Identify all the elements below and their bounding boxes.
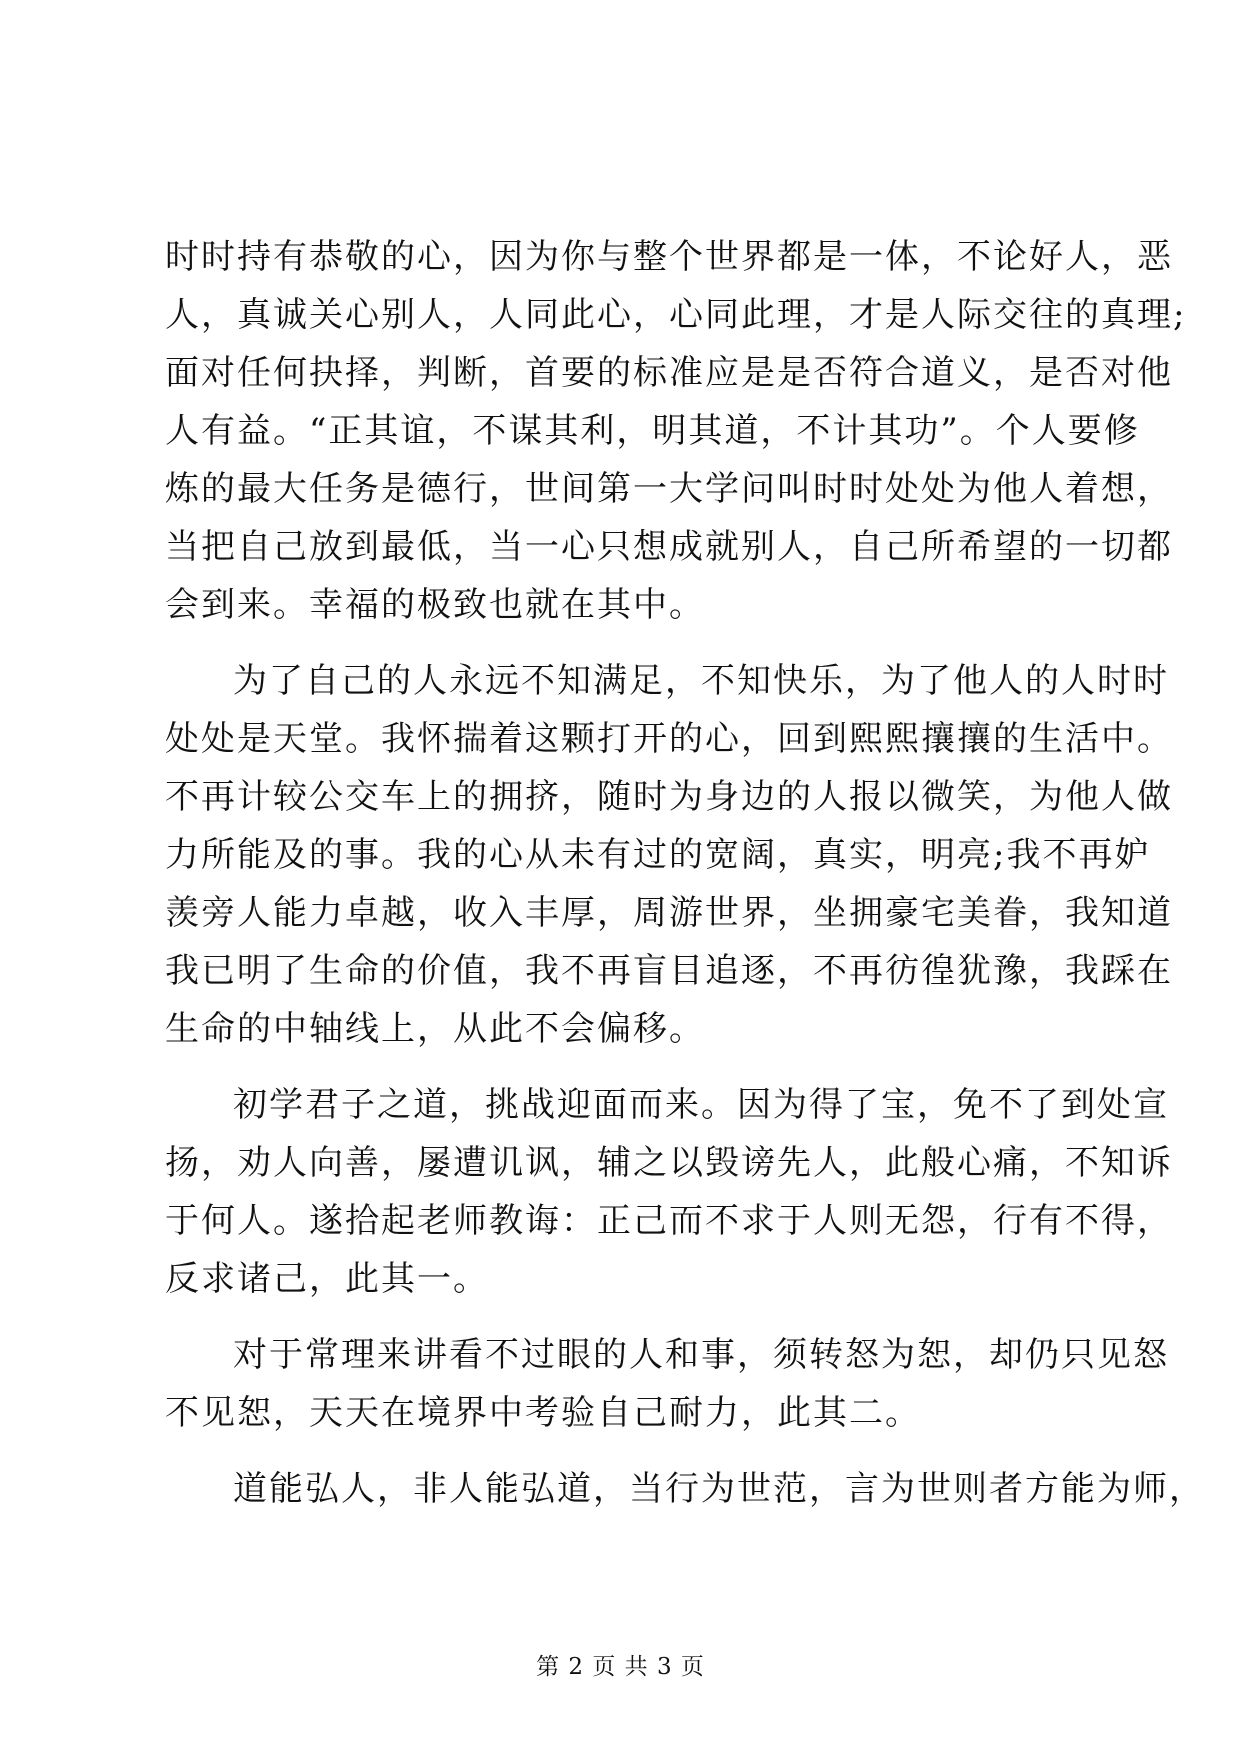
text-line: 扬，劝人向善，屡遭讥讽，辅之以毁谤先人，此般心痛，不知诉: [165, 1143, 1173, 1183]
text-line: 道能弘人，非人能弘道，当行为世范，言为世则者方能为师，: [233, 1469, 1205, 1509]
text-line: 面对任何抉择，判断，首要的标准应是是否符合道义，是否对他: [165, 353, 1173, 393]
text-line: 我已明了生命的价值，我不再盲目追逐，不再彷徨犹豫，我踩在: [165, 951, 1173, 991]
paragraph-3: [165, 1076, 1173, 1308]
text-line: 炼的最大任务是德行，世间第一大学问叫时时处处为他人着想，: [165, 469, 1173, 509]
text-line: 不见恕，天天在境界中考验自己耐力，此其二。: [165, 1393, 921, 1433]
text-line: 生命的中轴线上，从此不会偏移。: [165, 1009, 705, 1049]
text-line: 会到来。幸福的极致也就在其中。: [165, 585, 705, 625]
text-line: 力所能及的事。我的心从未有过的宽阔，真实，明亮;我不再妒: [165, 835, 1151, 875]
text-line: 人有益。“正其谊，不谋其利，明其道，不计其功”。个人要修: [165, 411, 1140, 451]
paragraph-4: [165, 1326, 1169, 1442]
paragraph-1: [165, 228, 1187, 634]
text-line: 人，真诚关心别人，人同此心，心同此理，才是人际交往的真理;: [165, 295, 1187, 335]
text-line: 不再计较公交车上的拥挤，随时为身边的人报以微笑，为他人做: [165, 777, 1173, 817]
text-line: 反求诸己，此其一。: [165, 1259, 489, 1299]
paragraph-gap: [165, 1308, 1085, 1326]
text-line: 对于常理来讲看不过眼的人和事，须转怒为恕，却仍只见怒: [233, 1335, 1169, 1375]
text-line: 初学君子之道，挑战迎面而来。因为得了宝，免不了到处宣: [233, 1085, 1169, 1125]
page-number-footer: 第 2 页 共 3 页: [536, 1654, 705, 1680]
paragraph-gap: [165, 1442, 1085, 1460]
paragraph-5: [165, 1460, 1205, 1518]
paragraph-gap: [165, 1058, 1085, 1076]
paragraph-2: [165, 652, 1173, 1058]
text-line: 处处是天堂。我怀揣着这颗打开的心，回到熙熙攘攘的生活中。: [165, 719, 1173, 759]
text-line: 时时持有恭敬的心，因为你与整个世界都是一体，不论好人，恶: [165, 237, 1173, 277]
text-line: 当把自己放到最低，当一心只想成就别人，自己所希望的一切都: [165, 527, 1173, 567]
text-line: 羡旁人能力卓越，收入丰厚，周游世界，坐拥豪宅美眷，我知道: [165, 893, 1173, 933]
body-text: [165, 228, 1205, 1518]
text-line: 为了自己的人永远不知满足，不知快乐，为了他人的人时时: [233, 661, 1169, 701]
paragraph-gap: [165, 634, 1085, 652]
text-line: 于何人。遂拾起老师教诲：正己而不求于人则无怨，行有不得，: [165, 1201, 1173, 1241]
